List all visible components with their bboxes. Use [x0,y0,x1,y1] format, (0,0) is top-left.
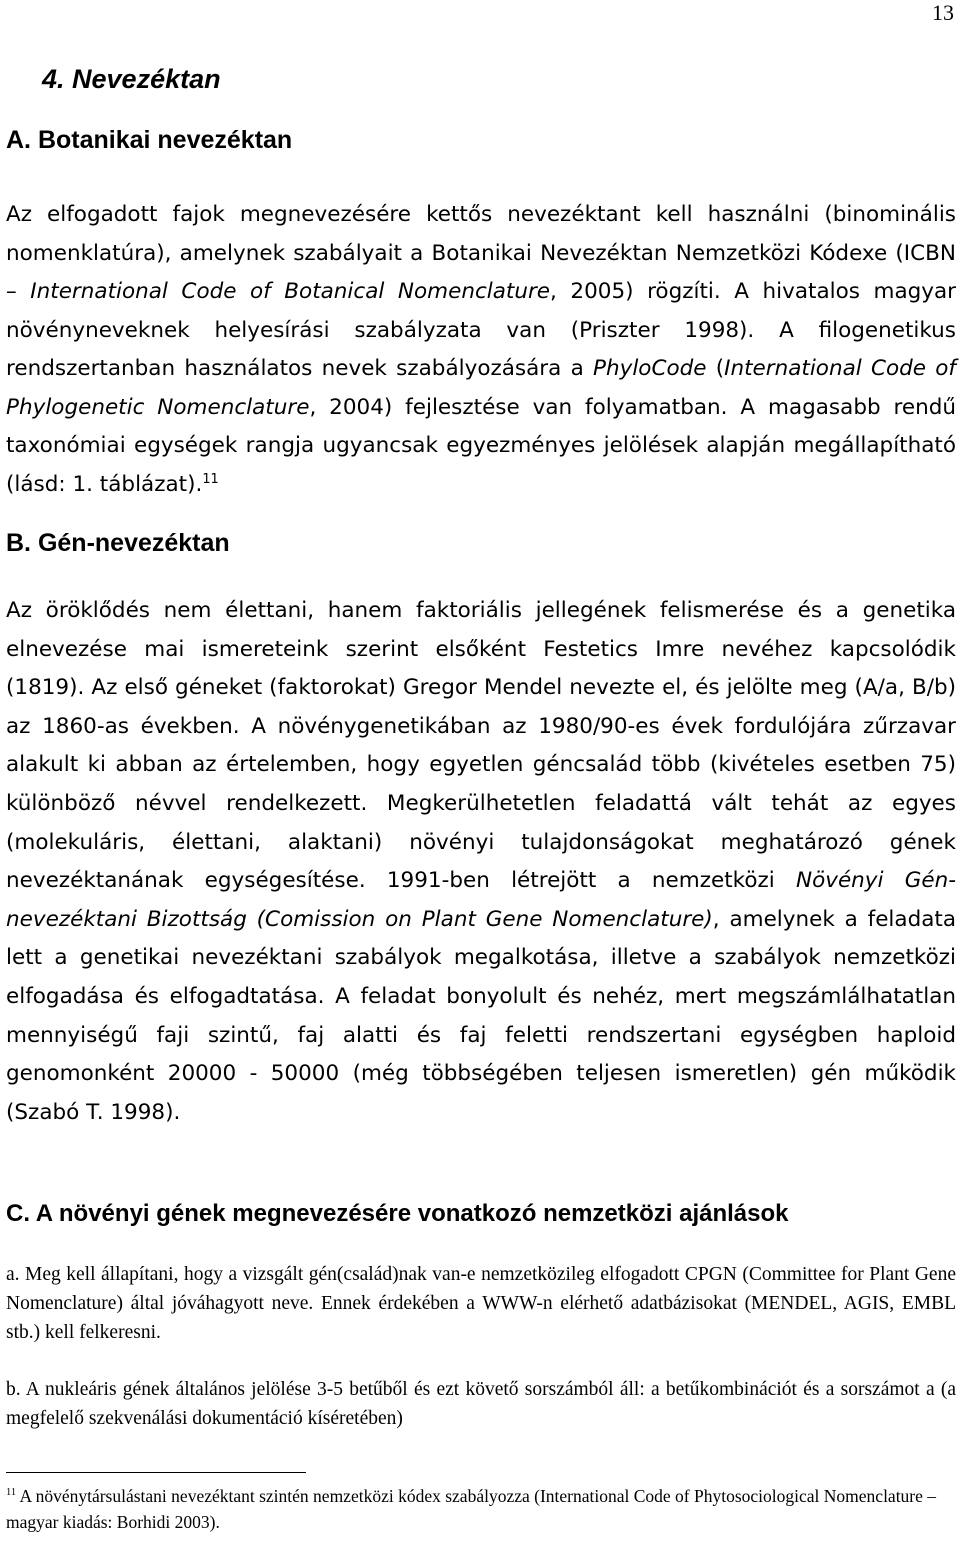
section-b-heading: B. Gén-nevezéktan [6,529,230,557]
page-number: 13 [932,0,954,25]
text-run: , amelynek a feladata lett a genetikai nevezéktani szabályok megalkotása, illetve a szabályok nemzetközi elfogadása és elfogadtatása. A feladat bonyolult és nehéz, mert megszámlálhatatlan mennyiségű faji szintű, faj alatti és faj feletti rendszertani egységben haploid genomonként 20000 - 50000 (még többségében teljesen ismeretlen) gén működik (Szabó T. 1998). [6,906,956,1125]
section-c-heading: C. A növényi gének megnevezésére vonatkozó nemzetközi ajánlások [6,1200,789,1227]
text-run: , 2005) rögzíti. A hivatalos magyar növényneveknek helyesírási szabályzata van (Priszter 1998). A filogenetikus rendszertanban használatos nevek szabályozására a [6,279,957,381]
footnote-number: 11 [6,1487,17,1499]
italic-run: International Code of Phylogenetic Nomenclature [6,356,956,420]
chapter-title: 4. Nevezéktan [42,64,221,94]
italic-run: International Code of Botanical Nomenclature [30,279,551,304]
section-b-paragraph [6,592,956,1132]
section-a-paragraph [6,196,956,504]
italic-run: Növényi Gén-nevezéktani Bizottság (Comission on Plant Gene Nomenclature) [6,868,956,932]
italic-run: PhyloCode [593,356,707,381]
text-run: Az elfogadott fajok megnevezésére kettős nevezéktant kell használni (binominális nomenklatúra), amelynek szabályait a Botanikai Nevezéktan Nemzetközi Kódexe (ICBN – [6,202,956,304]
section-a-heading: A. Botanikai nevezéktan [6,126,293,154]
footnote-divider [6,1472,306,1473]
footnote [6,1483,956,1535]
recommendation-item-a: a. Meg kell állapítani, hogy a vizsgált gén(család)nak van-e nemzetközileg elfogadott CPGN (Committee for Plant Gene Nomenclature) által jóváhagyott neve. Ennek érdekében a WWW-n elérhető adatbázisokat (MENDEL, AGIS, EMBL stb.) kell felkeresni. [6,1264,956,1343]
recommendation-item-b: b. A nukleáris gének általános jelölése 3-5 betűből és ezt követő sorszámból áll: a betűkombinációt és a sorszámot a (a megfelelő szekvenálási dokumentáció kíséretében) [6,1379,956,1429]
text-run: , 2004) fejlesztése van folyamatban. A magasabb rendű taxonómiai egységek rangja ugyancsak egyezményes jelölések alapján megállapítható (lásd: 1. táblázat). [6,394,957,497]
footnote-text: A növénytársulástani nevezéktant szintén nemzetközi kódex szabályozza (International Code of Phytosociological Nomenclature – magyar kiadás: Borhidi 2003). [6,1486,937,1532]
text-run: Az öröklődés nem élettani, hanem faktoriális jellegének felismerése és a genetika elnevezése mai ismereteink szerint elsőként Festetics Imre nevéhez kapcsolódik (1819). Az első géneket (faktorokat) Gregor Mendel nevezte el, és jelölte meg (A/a, B/b) az 1860-as években. A növénygenetikában az 1980/90-es évek fordulójára zűrzavar alakult ki abban az értelemben, hogy egyetlen géncsalád több (kivételes esetben 75) különböző névvel rendelkezett. Megkerülhetetlen feladattá vált tehát az egyes (molekuláris, élettani, alaktani) növényi tulajdonságokat meghatározó gének nevezéktanának egységesítése. 1991-ben létrejött a nemzetközi [6,598,956,894]
text-run: ( [706,356,725,381]
footnote-reference[interactable]: 11 [202,471,219,487]
